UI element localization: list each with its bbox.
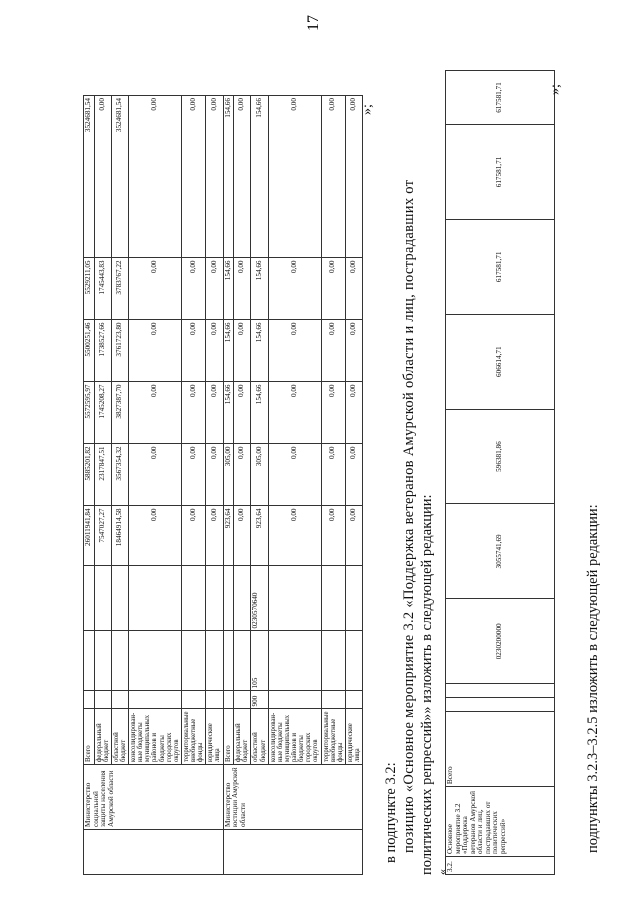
funding-value: 0,00 xyxy=(345,96,362,258)
funding-value: 0,00 xyxy=(206,444,223,506)
measure-value: 3055741,69 xyxy=(446,504,555,599)
code-cell xyxy=(206,631,223,691)
measure-row xyxy=(446,71,555,875)
funding-table-body xyxy=(84,96,363,875)
funding-value: 0,00 xyxy=(268,258,321,320)
funding-value: 3524681,54 xyxy=(111,96,128,258)
funding-value: 0,00 xyxy=(206,258,223,320)
code-cell xyxy=(268,566,321,631)
measure-table xyxy=(445,70,555,875)
funding-row xyxy=(94,96,111,875)
funding-value: 3827387,70 xyxy=(111,382,128,444)
funding-value: 0,00 xyxy=(345,258,362,320)
measure-code: 0230200000 xyxy=(446,599,555,684)
code-cell xyxy=(206,691,223,709)
funding-row xyxy=(321,96,345,875)
code-cell: 105 xyxy=(251,631,268,691)
source-label: территориальные внебюджетные фонды xyxy=(321,709,345,765)
funding-value: 0,00 xyxy=(268,382,321,444)
funding-row xyxy=(234,96,251,875)
funding-value: 154,66 xyxy=(251,382,268,444)
code-cell xyxy=(84,691,95,709)
empty-cell xyxy=(223,830,363,875)
funding-value: 5529211,05 xyxy=(84,258,95,320)
code-cell xyxy=(345,631,362,691)
code-cell xyxy=(345,691,362,709)
funding-value: 0,00 xyxy=(129,444,182,506)
funding-value: 0,00 xyxy=(129,258,182,320)
code-cell xyxy=(94,631,111,691)
funding-value: 5885201,82 xyxy=(84,444,95,506)
funding-value: 1745443,83 xyxy=(94,258,111,320)
funding-value: 0,00 xyxy=(345,382,362,444)
funding-value: 18464914,58 xyxy=(111,506,128,566)
funding-value: 1738527,66 xyxy=(94,320,111,382)
funding-value: 0,00 xyxy=(268,506,321,566)
code-cell xyxy=(84,566,95,631)
funding-value: 0,00 xyxy=(234,320,251,382)
measure-name: Основное мероприятие 3.2 «Поддержка ветеранов Амурской области и лиц, пострадавших от политических репрессий» xyxy=(446,787,555,857)
source-label: Всего xyxy=(84,709,95,765)
funding-value: 3524681,54 xyxy=(84,96,95,258)
funding-value: 5500251,46 xyxy=(84,320,95,382)
funding-value: 923,64 xyxy=(223,506,234,566)
funding-value: 0,00 xyxy=(321,320,345,382)
paragraph-subitems: подпункты 3.2.3–3.2.5 изложить в следующей редакции: xyxy=(585,504,601,853)
funding-row xyxy=(206,96,223,875)
paragraph-position-cont: политических репрессий»» изложить в следующей редакции: xyxy=(419,494,435,875)
funding-value: 3783767,22 xyxy=(111,258,128,320)
empty-cell xyxy=(446,698,555,712)
funding-value: 0,00 xyxy=(345,320,362,382)
code-cell xyxy=(321,566,345,631)
code-cell xyxy=(111,566,128,631)
funding-value: 0,00 xyxy=(234,96,251,258)
code-cell xyxy=(94,566,111,631)
funding-value: 0,00 xyxy=(268,444,321,506)
funding-value: 0,00 xyxy=(181,320,205,382)
funding-value: 1745208,27 xyxy=(94,382,111,444)
funding-value: 0,00 xyxy=(181,96,205,258)
code-cell xyxy=(223,566,234,631)
funding-value: 0,00 xyxy=(321,96,345,258)
source-label: федеральный бюджет xyxy=(94,709,111,765)
funding-value: 0,00 xyxy=(129,506,182,566)
funding-value: 26011941,84 xyxy=(84,506,95,566)
funding-value: 154,66 xyxy=(223,258,234,320)
source-label: юридические лица xyxy=(206,709,223,765)
ministry-name: Министерство социальной защиты населения Амурской области xyxy=(84,765,224,830)
empty-cell xyxy=(84,830,224,875)
funding-value: 0,00 xyxy=(181,258,205,320)
funding-value: 0,00 xyxy=(181,444,205,506)
funding-value: 305,00 xyxy=(251,444,268,506)
funding-value: 154,66 xyxy=(223,96,234,258)
funding-value: 0,00 xyxy=(206,382,223,444)
code-cell xyxy=(94,691,111,709)
code-cell xyxy=(181,566,205,631)
funding-value: 3761723,80 xyxy=(111,320,128,382)
code-cell xyxy=(129,691,182,709)
code-cell: 900 xyxy=(251,691,268,709)
funding-value: 305,00 xyxy=(223,444,234,506)
source-label: консолидирован-ные бюджеты муниципальных районов и бюджеты городских округов xyxy=(129,709,182,765)
funding-value: 0,00 xyxy=(206,96,223,258)
funding-value: 0,00 xyxy=(321,258,345,320)
funding-row xyxy=(111,96,128,875)
code-cell xyxy=(234,691,251,709)
code-cell xyxy=(223,631,234,691)
funding-value: 0,00 xyxy=(321,506,345,566)
funding-value: 154,66 xyxy=(251,258,268,320)
paragraph-position: позицию «Основное мероприятие 3.2 «Поддержка ветеранов Амурской области и лиц, пострадавших от xyxy=(401,179,417,853)
funding-value: 5572595,97 xyxy=(84,382,95,444)
code-cell xyxy=(268,691,321,709)
open-quote: « xyxy=(435,869,449,875)
funding-value: 0,00 xyxy=(321,444,345,506)
code-cell xyxy=(223,691,234,709)
funding-value: 0,00 xyxy=(129,320,182,382)
funding-value: 3567354,32 xyxy=(111,444,128,506)
funding-value: 0,00 xyxy=(234,258,251,320)
funding-row xyxy=(181,96,205,875)
funding-value: 0,00 xyxy=(181,506,205,566)
source-label: Всего xyxy=(223,709,234,765)
funding-row xyxy=(129,96,182,875)
funding-value: 0,00 xyxy=(345,444,362,506)
measure-value: 617581,71 xyxy=(446,125,555,220)
funding-value: 2317847,51 xyxy=(94,444,111,506)
funding-value: 0,00 xyxy=(94,96,111,258)
code-cell xyxy=(206,566,223,631)
funding-value: 0,00 xyxy=(234,444,251,506)
code-cell xyxy=(111,691,128,709)
code-cell xyxy=(234,566,251,631)
code-cell xyxy=(129,566,182,631)
funding-value: 0,00 xyxy=(129,96,182,258)
funding-value: 0,00 xyxy=(206,506,223,566)
table2-end-mark: »; xyxy=(548,84,563,95)
code-cell xyxy=(129,631,182,691)
measure-label: Всего xyxy=(446,712,555,787)
code-cell xyxy=(234,631,251,691)
measure-value: 617581,71 xyxy=(446,219,555,314)
source-label: федеральный бюджет xyxy=(234,709,251,765)
funding-value: 0,00 xyxy=(268,320,321,382)
code-cell xyxy=(268,631,321,691)
code-cell xyxy=(84,631,95,691)
page-number: 17 xyxy=(305,15,322,31)
funding-value: 154,66 xyxy=(223,382,234,444)
paragraph-subitem-3-2: в подпункте 3.2: xyxy=(383,762,399,863)
measure-value: 617581,71 xyxy=(446,71,555,125)
empty-cell xyxy=(446,684,555,698)
funding-value: 0,00 xyxy=(268,96,321,258)
measure-value: 596381,86 xyxy=(446,409,555,504)
measure-value: 606614,71 xyxy=(446,314,555,409)
funding-value: 923,64 xyxy=(251,506,268,566)
funding-row xyxy=(223,96,234,875)
code-cell: 0230570640 xyxy=(251,566,268,631)
funding-value: 0,00 xyxy=(129,382,182,444)
funding-value: 0,00 xyxy=(206,320,223,382)
funding-table xyxy=(83,95,363,875)
funding-value: 0,00 xyxy=(234,506,251,566)
funding-value: 0,00 xyxy=(345,506,362,566)
code-cell xyxy=(321,691,345,709)
source-label: территориальные внебюджетные фонды xyxy=(181,709,205,765)
funding-row xyxy=(251,96,268,875)
funding-value: 154,66 xyxy=(251,96,268,258)
ministry-name: Министерство юстиции Амурской области xyxy=(223,765,363,830)
funding-value: 7547027,27 xyxy=(94,506,111,566)
funding-value: 0,00 xyxy=(181,382,205,444)
source-label: консолидирован-ные бюджеты муниципальных районов и бюджеты городских округов xyxy=(268,709,321,765)
funding-value: 154,66 xyxy=(251,320,268,382)
code-cell xyxy=(181,691,205,709)
code-cell xyxy=(321,631,345,691)
funding-value: 154,66 xyxy=(223,320,234,382)
source-label: юридические лица xyxy=(345,709,362,765)
source-label: областной бюджет xyxy=(111,709,128,765)
code-cell xyxy=(181,631,205,691)
funding-row xyxy=(268,96,321,875)
funding-row xyxy=(345,96,362,875)
measure-number: 3.2. xyxy=(446,857,555,875)
source-label: областной бюджет xyxy=(251,709,268,765)
code-cell xyxy=(345,566,362,631)
funding-value: 0,00 xyxy=(234,382,251,444)
funding-value: 0,00 xyxy=(321,382,345,444)
table1-end-mark: »; xyxy=(360,104,375,115)
code-cell xyxy=(111,631,128,691)
funding-row xyxy=(84,96,95,875)
